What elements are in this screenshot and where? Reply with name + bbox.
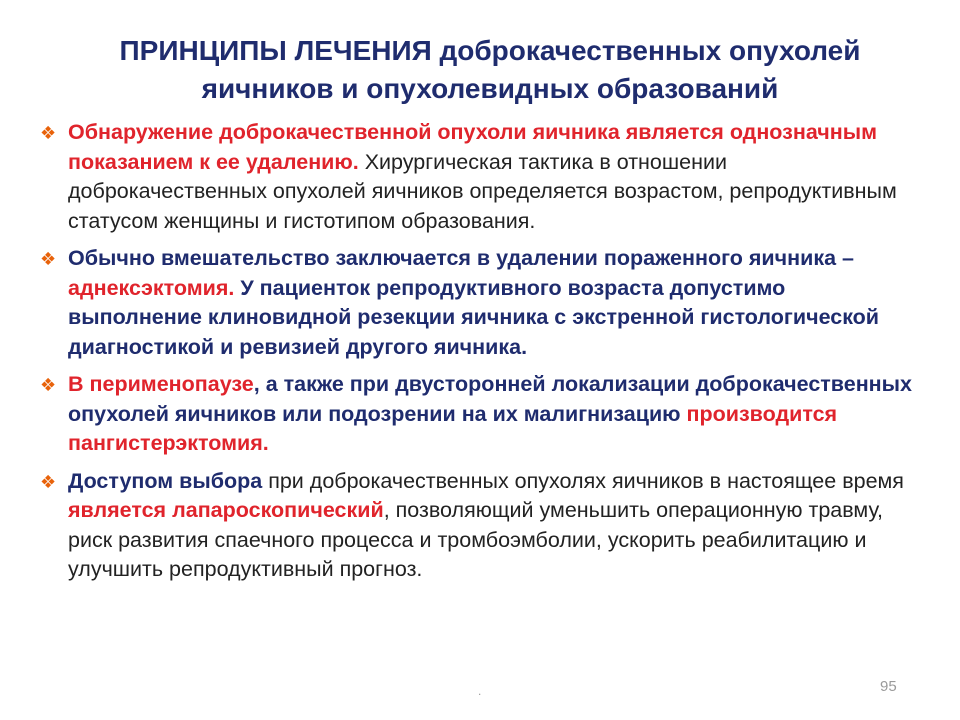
diamond-bullet-icon: ❖ [40, 123, 57, 144]
slide-title [60, 32, 920, 108]
title-caps: ПРИНЦИПЫ ЛЕЧЕНИЯ [119, 35, 432, 66]
list-item [34, 244, 914, 362]
bullet-text: Обычно вмешательство заключается в удалении пораженного яичника – [68, 246, 854, 270]
bullet-text: Хирургическая тактика в отношении доброкачественных опухолей яичников определяется возрастом, репродуктивным статусом женщины и гистотипом образования. [68, 149, 897, 233]
diamond-bullet-icon: ❖ [40, 249, 57, 270]
page-number: 95 [880, 678, 897, 695]
list-item [34, 467, 914, 585]
bullet-list [34, 118, 914, 593]
list-item [34, 118, 914, 236]
bullet-text: является лапароскопический [68, 498, 384, 522]
bullet-text: Доступом выбора [68, 468, 263, 493]
bullet-text: Обнаружение доброкачественной опухоли яичника является однозначным показанием к ее удалению. [68, 120, 877, 174]
bullet-text: У пациенток репродуктивного возраста допустимо выполнение клиновидной резекции яичника с экстренной гистологической диагностикой и ревизией другого яичника. [68, 275, 880, 359]
diamond-bullet-icon: ❖ [40, 471, 57, 493]
title-line2: яичников и опухолевидных образований [201, 73, 779, 104]
bullet-text: , а также при двусторонней локализации доброкачественных опухолей яичников или подозрении на их малигнизацию [68, 372, 912, 426]
diamond-bullet-icon: ❖ [40, 375, 57, 396]
title-rest: доброкачественных опухолей [431, 35, 861, 66]
bullet-text: , позволяющий уменьшить операционную травму, риск развития спаечного процесса и тромбоэмболии, ускорить реабилитацию и улучшить репродуктивный прогноз. [68, 498, 884, 581]
bullet-text: аднексэктомия. [68, 275, 235, 300]
footer-dot: . [478, 684, 482, 698]
bullet-text: производится пангистерэктомия. [68, 401, 838, 455]
bullet-text: при доброкачественных опухолях яичников в настоящее время [262, 468, 904, 493]
bullet-text: В перименопаузе [68, 372, 254, 396]
list-item [34, 370, 914, 459]
